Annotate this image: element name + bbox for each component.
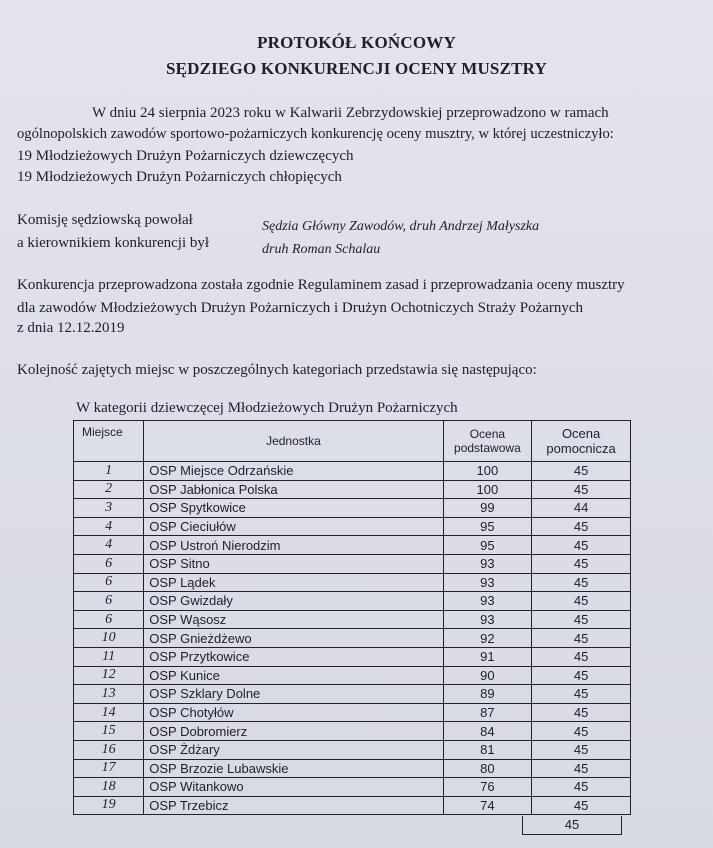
- table-row: [74, 796, 631, 815]
- table-row: [74, 573, 631, 592]
- rules-line-1: Konkurencja przeprowadzona została zgodnie Regulaminem zasad i przeprowadzania oceny musztry: [17, 277, 625, 293]
- cell-aux: 45: [532, 778, 631, 797]
- extra-aux-cell: 45: [522, 816, 622, 835]
- cell-aux: 45: [532, 573, 631, 592]
- intro-line-4: 19 Młodzieżowych Drużyn Pożarniczych chłopięcych: [17, 169, 342, 185]
- cell-score: 95: [443, 536, 532, 555]
- title-line-1: PROTOKÓŁ KOŃCOWY: [257, 33, 456, 52]
- cell-score: 74: [443, 796, 532, 815]
- cell-score: 76: [443, 778, 532, 797]
- cell-score: 90: [443, 666, 532, 685]
- cell-place: 10: [74, 629, 144, 648]
- cell-unit: OSP Wąsosz: [144, 610, 443, 629]
- cell-place: 4: [74, 536, 144, 555]
- header-score-line2: podstawowa: [454, 441, 521, 455]
- cell-aux: 45: [532, 722, 631, 741]
- cell-aux: 45: [532, 666, 631, 685]
- cell-place: 13: [74, 685, 144, 704]
- rules-line-2: dla zawodów Młodzieżowych Drużyn Pożarniczych i Drużyn Ochotniczych Straży Pożarnych: [17, 300, 584, 316]
- cell-score: 91: [443, 647, 532, 666]
- table-row: [74, 759, 631, 778]
- cell-aux: 45: [532, 629, 631, 648]
- cell-place: 6: [74, 610, 144, 629]
- cell-aux: 45: [532, 517, 631, 536]
- table-row: [74, 666, 631, 685]
- cell-unit: OSP Jabłonica Polska: [144, 480, 443, 499]
- table-caption: W kategorii dziewczęcej Młodzieżowych Drużyn Pożarniczych: [76, 400, 458, 416]
- cell-score: 93: [443, 592, 532, 611]
- commission-label-1: Komisję sędziowską powołał: [17, 212, 193, 228]
- cell-aux: 45: [532, 740, 631, 759]
- results-table: [73, 420, 631, 815]
- intro-line-2: ogólnopolskich zawodów sportowo-pożarniczych konkurencję oceny musztry, w której uczestniczyło:: [17, 126, 614, 142]
- cell-unit: OSP Miejsce Odrzańskie: [144, 462, 443, 481]
- cell-score: 93: [443, 554, 532, 573]
- cell-unit: OSP Ustroń Nierodzim: [144, 536, 443, 555]
- cell-aux: 45: [532, 462, 631, 481]
- table-row: [74, 685, 631, 704]
- cell-place: 3: [74, 499, 144, 518]
- table-row: [74, 536, 631, 555]
- cell-score: 80: [443, 759, 532, 778]
- results-table-wrap: [73, 420, 633, 815]
- cell-place: 12: [74, 666, 144, 685]
- cell-score: 95: [443, 517, 532, 536]
- table-row: [74, 517, 631, 536]
- cell-place: 17: [74, 759, 144, 778]
- header-aux: [532, 421, 631, 462]
- cell-aux: 45: [532, 796, 631, 815]
- cell-unit: OSP Spytkowice: [144, 499, 443, 518]
- cell-unit: OSP Sitno: [144, 554, 443, 573]
- table-header-row: [74, 421, 631, 462]
- cell-unit: OSP Szklary Dolne: [144, 685, 443, 704]
- cell-place: 19: [74, 796, 144, 815]
- cell-aux: 45: [532, 759, 631, 778]
- header-aux-line2: pomocnicza: [546, 441, 616, 456]
- cell-unit: OSP Chotyłów: [144, 703, 443, 722]
- table-row: [74, 740, 631, 759]
- table-row: [74, 610, 631, 629]
- title-line-2: SĘDZIEGO KONKURENCJI OCENY MUSZTRY: [165, 59, 548, 78]
- cell-aux: 44: [532, 499, 631, 518]
- table-row: [74, 592, 631, 611]
- cell-aux: 45: [532, 480, 631, 499]
- header-score: [443, 421, 532, 462]
- cell-place: 6: [74, 554, 144, 573]
- cell-place: 6: [74, 592, 144, 611]
- cell-score: 81: [443, 740, 532, 759]
- table-row: [74, 462, 631, 481]
- cell-score: 100: [443, 480, 532, 499]
- cell-unit: OSP Cieciułów: [144, 517, 443, 536]
- cell-unit: OSP Przytkowice: [144, 647, 443, 666]
- commission-label-2: a kierownikiem konkurencji był: [17, 235, 210, 251]
- cell-score: 93: [443, 610, 532, 629]
- cell-place: 14: [74, 703, 144, 722]
- cell-aux: 45: [532, 592, 631, 611]
- cell-unit: OSP Kunice: [144, 666, 443, 685]
- cell-aux: 45: [532, 536, 631, 555]
- cell-score: 89: [443, 685, 532, 704]
- cell-unit: OSP Gwizdały: [144, 592, 443, 611]
- cell-score: 99: [443, 499, 532, 518]
- cell-place: 1: [74, 462, 144, 481]
- cell-place: 6: [74, 573, 144, 592]
- cell-place: 16: [74, 740, 144, 759]
- cell-aux: 45: [532, 685, 631, 704]
- cell-aux: 45: [532, 554, 631, 573]
- table-row: [74, 629, 631, 648]
- intro-line-3: 19 Młodzieżowych Drużyn Pożarniczych dziewczęcych: [17, 148, 354, 164]
- cell-unit: OSP Brzozie Lubawskie: [144, 759, 443, 778]
- table-row: [74, 647, 631, 666]
- header-aux-line1: Ocena: [561, 426, 601, 441]
- commission-value-1: Sędzia Główny Zawodów, druh Andrzej Małyszka: [262, 219, 540, 234]
- table-row: [74, 554, 631, 573]
- cell-unit: OSP Lądek: [144, 573, 443, 592]
- table-row: [74, 722, 631, 741]
- rules-line-3: z dnia 12.12.2019: [17, 320, 125, 336]
- cell-aux: 45: [532, 647, 631, 666]
- table-row: [74, 480, 631, 499]
- cell-score: 84: [443, 722, 532, 741]
- cell-unit: OSP Witankowo: [144, 778, 443, 797]
- cell-aux: 45: [532, 610, 631, 629]
- cell-score: 93: [443, 573, 532, 592]
- order-text: Kolejność zajętych miejsc w poszczególnych kategoriach przedstawia się następująco:: [17, 362, 537, 378]
- cell-unit: OSP Żdżary: [144, 740, 443, 759]
- cell-unit: OSP Trzebicz: [144, 796, 443, 815]
- cell-place: 2: [74, 480, 144, 499]
- cell-unit: OSP Dobromierz: [144, 722, 443, 741]
- cell-score: 87: [443, 703, 532, 722]
- cell-place: 15: [74, 722, 144, 741]
- cell-place: 11: [74, 647, 144, 666]
- cell-score: 92: [443, 629, 532, 648]
- table-row: [74, 499, 631, 518]
- table-row: [74, 703, 631, 722]
- cell-score: 100: [443, 462, 532, 481]
- cell-place: 18: [74, 778, 144, 797]
- intro-line-1: W dniu 24 sierpnia 2023 roku w Kalwarii Zebrzydowskiej przeprowadzono w ramach: [92, 105, 609, 121]
- commission-value-2: druh Roman Schalau: [262, 242, 381, 257]
- cell-place: 4: [74, 517, 144, 536]
- header-score-line1: Ocena: [469, 427, 506, 441]
- header-unit: Jednostka: [144, 421, 443, 462]
- table-row: [74, 778, 631, 797]
- header-place: Miejsce: [74, 421, 144, 462]
- cell-unit: OSP Gnieżdżewo: [144, 629, 443, 648]
- cell-aux: 45: [532, 703, 631, 722]
